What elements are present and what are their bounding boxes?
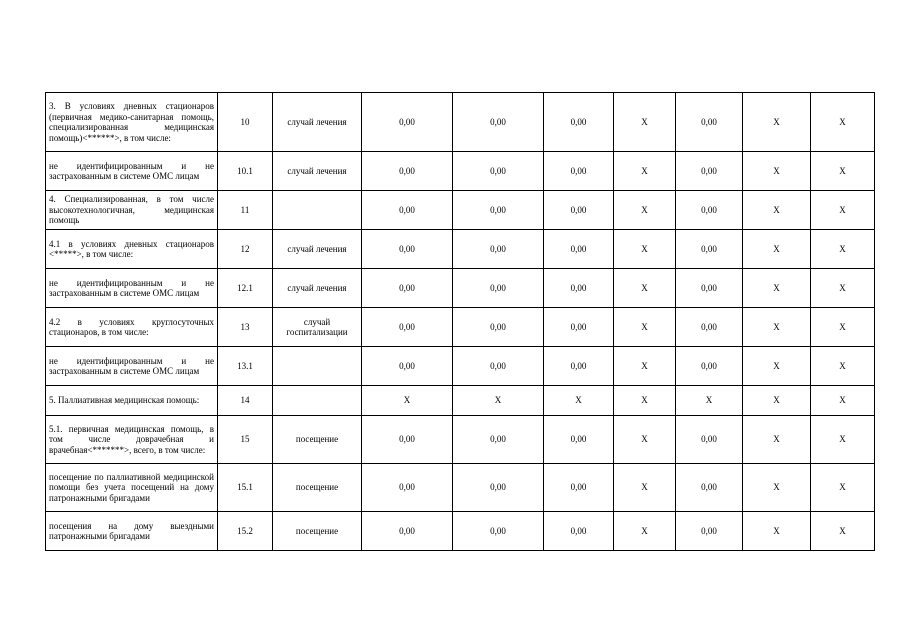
value-cell: X (453, 386, 544, 416)
table-row (46, 512, 875, 551)
row-number-cell: 15 (218, 416, 273, 464)
value-cell: X (743, 386, 811, 416)
value-cell: 0,00 (676, 464, 743, 512)
value-cell: X (614, 269, 676, 308)
value-cell: 0,00 (676, 191, 743, 230)
value-cell: 0,00 (362, 230, 453, 269)
table-row (46, 386, 875, 416)
unit-cell: случай лечения (273, 152, 362, 191)
value-cell: 0,00 (453, 93, 544, 152)
value-cell: X (743, 416, 811, 464)
value-cell: 0,00 (676, 347, 743, 386)
value-cell: X (743, 464, 811, 512)
value-cell: 0,00 (362, 93, 453, 152)
value-cell: X (614, 230, 676, 269)
row-number-cell: 12 (218, 230, 273, 269)
table-row (46, 308, 875, 347)
value-cell: X (614, 386, 676, 416)
value-cell: X (811, 230, 875, 269)
row-name-cell: 3. В условиях дневных стационаров (первичная медико-санитарная помощь, специализированная медицинская помощь)<******>, в том числе: (46, 93, 218, 152)
value-cell: X (544, 386, 614, 416)
unit-cell: случай госпитализации (273, 308, 362, 347)
data-table (45, 92, 875, 551)
value-cell: X (811, 152, 875, 191)
value-cell: 0,00 (544, 308, 614, 347)
table-row (46, 230, 875, 269)
value-cell: X (811, 347, 875, 386)
row-number-cell: 14 (218, 386, 273, 416)
value-cell: X (811, 269, 875, 308)
value-cell: X (743, 308, 811, 347)
unit-cell: случай лечения (273, 230, 362, 269)
table-row (46, 93, 875, 152)
value-cell: X (811, 464, 875, 512)
unit-cell (273, 191, 362, 230)
value-cell: 0,00 (544, 512, 614, 551)
value-cell: X (743, 93, 811, 152)
value-cell: 0,00 (544, 464, 614, 512)
value-cell: 0,00 (676, 269, 743, 308)
value-cell: X (811, 191, 875, 230)
value-cell: X (614, 347, 676, 386)
value-cell: 0,00 (362, 269, 453, 308)
row-name-cell: посещения на дому выездными патронажными бригадами (46, 512, 218, 551)
value-cell: X (614, 464, 676, 512)
value-cell: 0,00 (544, 416, 614, 464)
value-cell: X (614, 308, 676, 347)
value-cell: X (743, 347, 811, 386)
row-number-cell: 10 (218, 93, 273, 152)
value-cell: 0,00 (362, 416, 453, 464)
row-name-cell: посещение по паллиативной медицинской помощи без учета посещений на дому патронажными бригадами (46, 464, 218, 512)
row-name-cell: не идентифицированным и не застрахованным в системе ОМС лицам (46, 152, 218, 191)
value-cell: 0,00 (676, 416, 743, 464)
unit-cell: посещение (273, 464, 362, 512)
value-cell: 0,00 (544, 269, 614, 308)
value-cell: X (743, 269, 811, 308)
value-cell: 0,00 (453, 230, 544, 269)
value-cell: 0,00 (544, 191, 614, 230)
row-name-cell: 5. Паллиативная медицинская помощь: (46, 386, 218, 416)
value-cell: 0,00 (453, 464, 544, 512)
value-cell: X (811, 308, 875, 347)
table-row (46, 269, 875, 308)
value-cell: 0,00 (453, 512, 544, 551)
value-cell: X (811, 386, 875, 416)
value-cell: 0,00 (362, 512, 453, 551)
table-row (46, 464, 875, 512)
unit-cell: посещение (273, 512, 362, 551)
value-cell: 0,00 (362, 464, 453, 512)
row-number-cell: 15.2 (218, 512, 273, 551)
value-cell: 0,00 (362, 308, 453, 347)
value-cell: 0,00 (544, 347, 614, 386)
value-cell: X (614, 152, 676, 191)
value-cell: 0,00 (544, 93, 614, 152)
row-number-cell: 13 (218, 308, 273, 347)
value-cell: X (811, 512, 875, 551)
value-cell: 0,00 (544, 152, 614, 191)
row-number-cell: 11 (218, 191, 273, 230)
table-row (46, 347, 875, 386)
row-number-cell: 12.1 (218, 269, 273, 308)
value-cell: 0,00 (453, 308, 544, 347)
row-name-cell: 5.1. первичная медицинская помощь, в том числе доврачебная и врачебная<*******>, всего, в том числе: (46, 416, 218, 464)
value-cell: X (811, 416, 875, 464)
table-row (46, 191, 875, 230)
unit-cell: случай лечения (273, 93, 362, 152)
value-cell: 0,00 (544, 230, 614, 269)
value-cell: 0,00 (676, 152, 743, 191)
row-name-cell: не идентифицированным и не застрахованным в системе ОМС лицам (46, 347, 218, 386)
value-cell: 0,00 (676, 512, 743, 551)
value-cell: X (614, 93, 676, 152)
table-row (46, 152, 875, 191)
value-cell: X (614, 416, 676, 464)
value-cell: 0,00 (453, 347, 544, 386)
value-cell: 0,00 (676, 308, 743, 347)
row-name-cell: не идентифицированным и не застрахованным в системе ОМС лицам (46, 269, 218, 308)
value-cell: 0,00 (453, 152, 544, 191)
value-cell: 0,00 (362, 152, 453, 191)
row-number-cell: 10.1 (218, 152, 273, 191)
unit-cell (273, 386, 362, 416)
value-cell: 0,00 (362, 191, 453, 230)
unit-cell: случай лечения (273, 269, 362, 308)
value-cell: 0,00 (362, 347, 453, 386)
value-cell: X (676, 386, 743, 416)
table-row (46, 416, 875, 464)
unit-cell: посещение (273, 416, 362, 464)
value-cell: X (614, 512, 676, 551)
row-number-cell: 15.1 (218, 464, 273, 512)
value-cell: 0,00 (453, 191, 544, 230)
value-cell: 0,00 (676, 93, 743, 152)
value-cell: 0,00 (453, 416, 544, 464)
row-name-cell: 4. Специализированная, в том числе высокотехнологичная, медицинская помощь (46, 191, 218, 230)
value-cell: X (743, 191, 811, 230)
value-cell: 0,00 (453, 269, 544, 308)
row-name-cell: 4.2 в условиях круглосуточных стационаров, в том числе: (46, 308, 218, 347)
table-body (46, 93, 875, 551)
row-name-cell: 4.1 в условиях дневных стационаров <*****>, в том числе: (46, 230, 218, 269)
value-cell: X (811, 93, 875, 152)
value-cell: X (614, 191, 676, 230)
value-cell: 0,00 (676, 230, 743, 269)
value-cell: X (743, 152, 811, 191)
unit-cell (273, 347, 362, 386)
row-number-cell: 13.1 (218, 347, 273, 386)
value-cell: X (743, 230, 811, 269)
value-cell: X (743, 512, 811, 551)
value-cell: X (362, 386, 453, 416)
